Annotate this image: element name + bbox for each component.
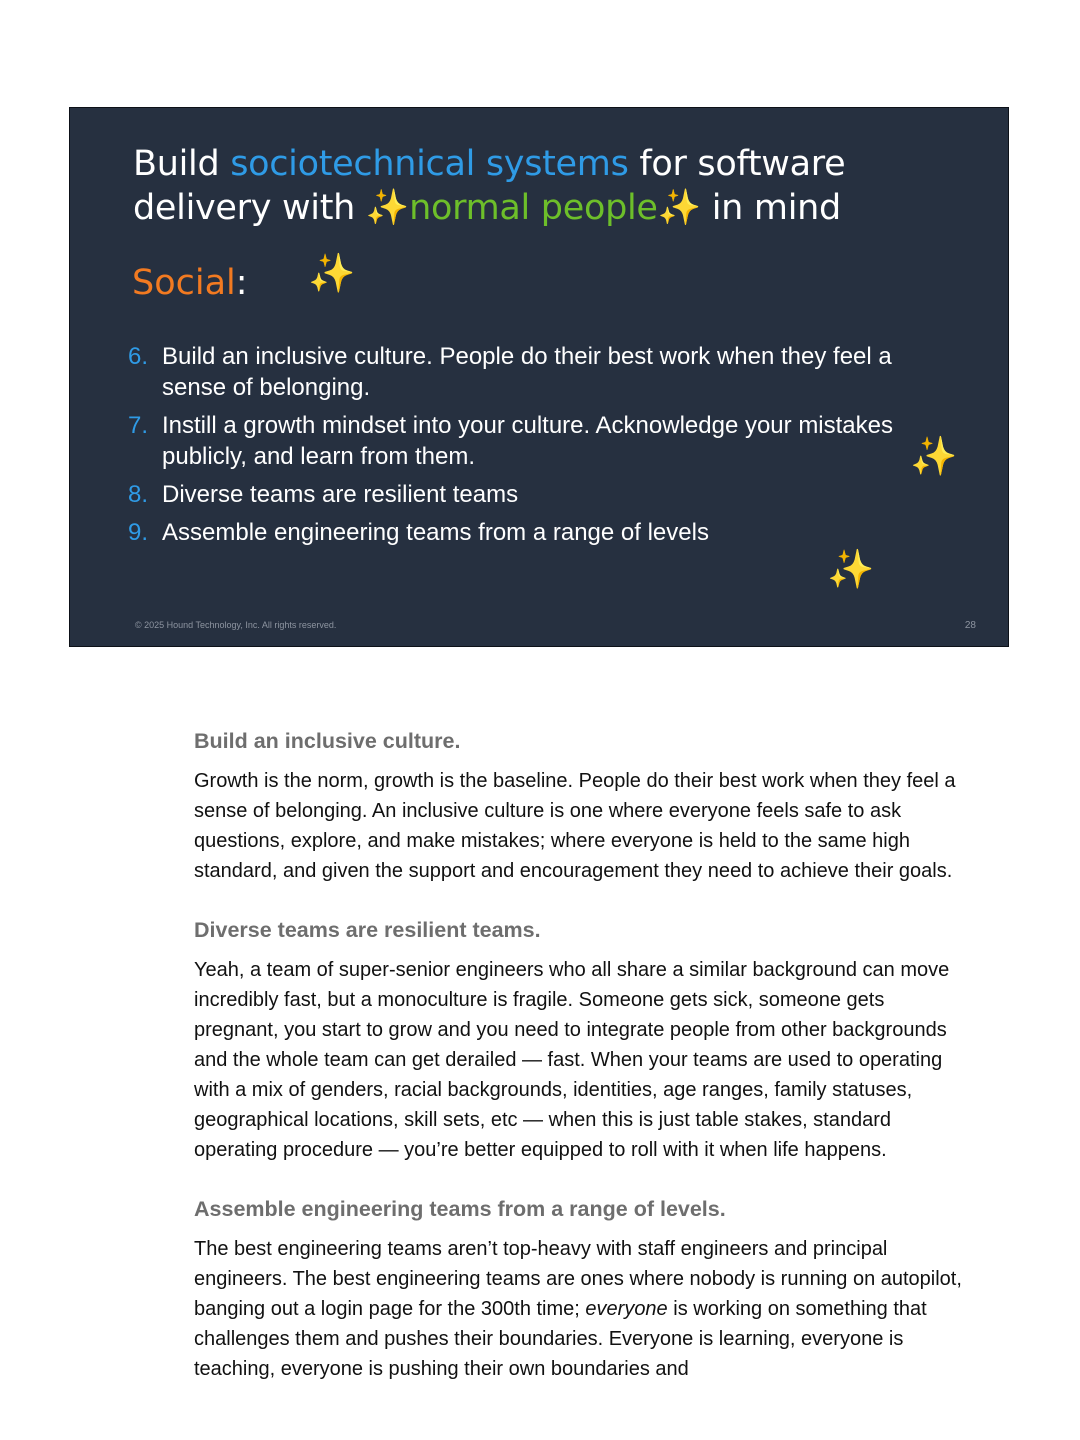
slide-title [133, 142, 973, 230]
list-item [128, 479, 948, 510]
title-text: in mind [700, 188, 841, 228]
title-text: for software delivery with [133, 144, 846, 228]
sparkle-icon: ✨ [827, 549, 875, 591]
notes-heading: Build an inclusive culture. [194, 729, 461, 753]
sparkle-icon: ✨ [308, 253, 356, 295]
notes-paragraph: Growth is the norm, growth is the baseline. People do their best work when they feel a sense of belonging. An inclusive culture is one where everyone feels safe to ask questions, explore, and make mistakes; where everyone is held to the same high standard, and given the support and encouragement they need to achieve their goals. [194, 770, 956, 882]
sparkle-icon: ✨ [657, 188, 701, 228]
notes-section [194, 915, 964, 1165]
copyright-footer: © 2025 Hound Technology, Inc. All rights reserved. [135, 620, 337, 630]
slide [69, 107, 1009, 647]
notes-heading: Assemble engineering teams from a range of levels. [194, 1197, 726, 1221]
section-label-colon: : [235, 263, 248, 303]
notes-paragraph [194, 1234, 964, 1384]
list-item [128, 517, 948, 548]
slide-page-number: 28 [964, 620, 976, 631]
sparkle-icon: ✨ [910, 436, 958, 478]
sparkle-icon: ✨ [365, 188, 410, 228]
section-label [132, 261, 248, 305]
item-text: Instill a growth mindset into your culture. Acknowledge your mistakes publicly, and learn from them. [162, 412, 894, 470]
item-number: 9. [128, 519, 149, 546]
item-text: Diverse teams are resilient teams [162, 481, 519, 508]
notes-section [194, 726, 964, 886]
notes-emphasis: everyone [585, 1298, 668, 1320]
speaker-notes [194, 726, 964, 1413]
list-item [128, 341, 948, 403]
notes-paragraph: Yeah, a team of super-senior engineers who all share a similar background can move incredibly fast, but a monoculture is fragile. Someone gets sick, someone gets pregnant, you start to grow and you need to integrate people from other backgrounds and the whole team can get derailed — fast. When your teams are used to operating with a mix of genders, racial backgrounds, identities, age ranges, family statuses, geographical locations, skill sets, etc — when this is just table stakes, standard operating procedure — you’re better equipped to roll with it when life happens. [194, 959, 950, 1161]
item-number: 7. [128, 412, 149, 439]
item-number: 8. [128, 481, 149, 508]
item-text: Build an inclusive culture. People do their best work when they feel a sense of belonging. [162, 343, 892, 401]
notes-section [194, 1194, 964, 1384]
title-highlight-green: normal people [409, 188, 658, 228]
notes-text: is working on something that challenges them and pushes their boundaries. Everyone is learning, everyone is teaching, everyone is pushing their own boundaries and [194, 1298, 927, 1380]
notes-text: The best engineering teams aren’t top-heavy with staff engineers and principal engineers. The best engineering teams are ones where nobody is running on autopilot, banging out a login page for the 300th time; [194, 1238, 962, 1320]
list-item [128, 410, 948, 472]
title-text: Build [133, 144, 231, 184]
section-label-word: Social [132, 263, 236, 303]
notes-heading: Diverse teams are resilient teams. [194, 918, 541, 942]
point-list [128, 341, 948, 555]
item-text: Assemble engineering teams from a range of levels [162, 519, 709, 546]
item-number: 6. [128, 343, 149, 370]
title-highlight-blue: sociotechnical systems [230, 144, 629, 184]
